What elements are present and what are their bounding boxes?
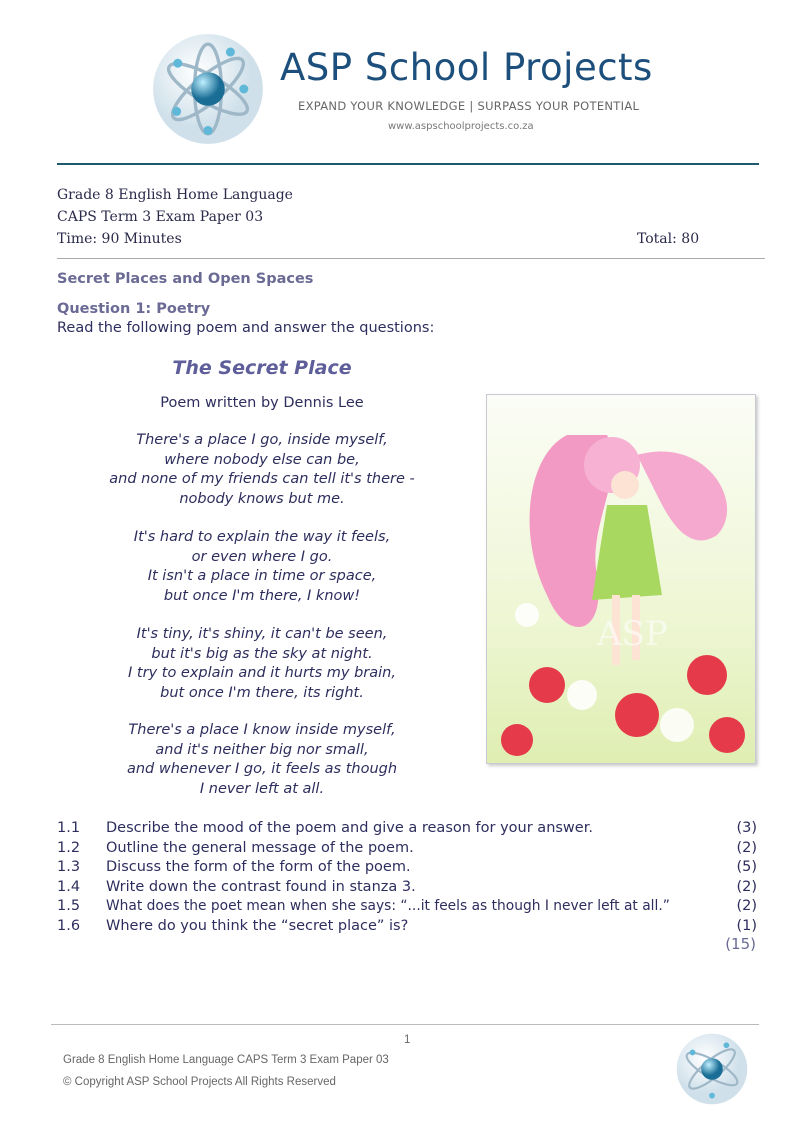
poem-stanza: [0, 528, 524, 606]
question-item: [57, 839, 757, 859]
poem-title: The Secret Place: [172, 357, 352, 379]
question-number: 1.2: [57, 839, 81, 856]
brand-tagline: EXPAND YOUR KNOWLEDGE | SURPASS YOUR POTENTIAL: [298, 99, 640, 113]
poem-stanza: [0, 721, 524, 799]
atom-logo-icon: [152, 33, 264, 145]
brand-url: www.aspschoolprojects.co.za: [388, 121, 534, 132]
poem-line: or even where I go.: [191, 548, 333, 565]
poem-line: but it's big as the sky at night.: [151, 645, 373, 662]
fairy-illustration: [486, 394, 756, 764]
poem-stanza: [0, 625, 524, 703]
question-number: 1.5: [57, 898, 81, 914]
poem-line: It's tiny, it's shiny, it can't be seen,: [136, 626, 388, 642]
exam-time: Time: 90 Minutes: [57, 231, 182, 247]
question-marks: (2): [736, 878, 757, 895]
page-number: 1: [404, 1034, 411, 1046]
footer-copyright: © Copyright ASP School Projects All Rights Reserved: [63, 1076, 336, 1088]
poem-line: where nobody else can be,: [164, 451, 360, 468]
poem-line: nobody knows but me.: [179, 490, 345, 507]
poem-line: I try to explain and it hurts my brain,: [128, 665, 396, 681]
info-divider: [57, 258, 765, 259]
question-list: [57, 819, 757, 936]
question-item: [57, 878, 757, 898]
question-marks: (2): [736, 898, 757, 914]
question-text: Describe the mood of the poem and give a reason for your answer.: [106, 820, 593, 836]
question-text: Write down the contrast found in stanza 3.: [106, 878, 416, 895]
question-item: [57, 897, 757, 917]
footer-divider: [51, 1024, 759, 1025]
question-heading: Question 1: Poetry: [57, 301, 211, 317]
question-text: Where do you think the “secret place” is?: [106, 917, 409, 934]
poem-line: but once I'm there, its right.: [160, 684, 364, 701]
poem-line: It isn't a place in time or space,: [147, 568, 377, 584]
question-text: What does the poet mean when she says: “...it feels as though I never left at all.”: [106, 898, 670, 914]
footer-title: Grade 8 English Home Language CAPS Term 3 Exam Paper 03: [63, 1054, 389, 1066]
question-number: 1.6: [57, 917, 81, 934]
question-total: (15): [725, 935, 756, 953]
question-instruction: Read the following poem and answer the questions:: [57, 320, 435, 336]
exam-paper: CAPS Term 3 Exam Paper 03: [57, 209, 264, 225]
question-text: Discuss the form of the form of the poem.: [106, 859, 411, 875]
question-marks: (2): [736, 839, 757, 856]
question-marks: (5): [736, 859, 757, 875]
question-number: 1.1: [57, 820, 81, 836]
question-item: [57, 917, 757, 937]
atom-logo-small-icon: [676, 1033, 748, 1105]
question-text: Outline the general message of the poem.: [106, 839, 414, 856]
question-marks: (3): [736, 820, 757, 836]
poem-author: Poem written by Dennis Lee: [160, 395, 364, 411]
question-item: [57, 819, 757, 839]
poem-line: There's a place I know inside myself,: [128, 722, 396, 738]
section-title: Secret Places and Open Spaces: [57, 271, 314, 287]
watermark: ASP: [597, 614, 668, 654]
poem-line: There's a place I go, inside myself,: [136, 432, 388, 448]
exam-total: Total: 80: [637, 231, 700, 247]
brand-name: ASP School Projects: [280, 46, 653, 89]
poem-line: and none of my friends can tell it's there -: [109, 471, 415, 487]
question-number: 1.4: [57, 878, 81, 895]
poem-stanza: [0, 431, 524, 509]
poem-line: I never left at all.: [199, 780, 325, 797]
exam-subject: Grade 8 English Home Language: [57, 187, 293, 203]
poem-line: and it's neither big nor small,: [155, 741, 369, 758]
question-item: [57, 858, 757, 878]
poem-line: but once I'm there, I know!: [163, 587, 361, 604]
poem-line: It's hard to explain the way it feels,: [133, 529, 391, 545]
question-number: 1.3: [57, 859, 81, 875]
header-divider: [57, 163, 759, 165]
question-marks: (1): [736, 917, 757, 934]
poem-line: and whenever I go, it feels as though: [126, 761, 398, 777]
